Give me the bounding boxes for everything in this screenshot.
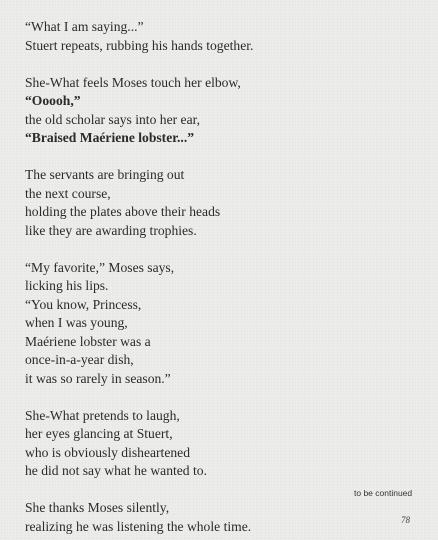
- page-number: 78: [401, 515, 410, 525]
- poem-line: the old scholar says into her ear,: [25, 111, 200, 127]
- poem-line: licking his lips.: [25, 278, 109, 293]
- stanza: [25, 166, 425, 240]
- poem-line: She-What feels Moses touch her elbow,: [25, 74, 241, 90]
- stanza-gap: [25, 148, 425, 167]
- poem-line: Maériene lobster was a: [25, 333, 151, 349]
- poem-line: “What I am saying...”: [25, 19, 144, 34]
- poem-line: The servants are bringing out: [25, 167, 185, 182]
- poem-line: when I was young,: [25, 315, 128, 330]
- stanza: [25, 499, 425, 536]
- stanza-gap: [25, 388, 425, 407]
- stanza: [25, 259, 425, 389]
- poem-line: “My favorite,” Moses says,: [25, 259, 175, 275]
- poem-line: “You know, Princess,: [25, 296, 142, 312]
- stanza: [25, 18, 425, 55]
- continuation-note: to be continued: [354, 488, 413, 498]
- poem-line: Stuert repeats, rubbing his hands together.: [25, 37, 254, 53]
- poem-line: “Braised Maériene lobster...”: [25, 130, 195, 145]
- stanza: [25, 74, 425, 148]
- poem-line: She-What pretends to laugh,: [25, 407, 180, 423]
- poem-line: her eyes glancing at Stuert,: [25, 426, 173, 441]
- poem-line: who is obviously disheartened: [25, 444, 190, 460]
- stanza-gap: [25, 240, 425, 259]
- poem-line: the next course,: [25, 185, 111, 201]
- poem-line: like they are awarding trophies.: [25, 222, 197, 238]
- poem-text: [25, 18, 425, 536]
- stanza-gap: [25, 55, 425, 74]
- stanza: [25, 407, 425, 481]
- poem-line: holding the plates above their heads: [25, 204, 221, 219]
- poem-line: once-in-a-year dish,: [25, 352, 134, 367]
- poem-line: he did not say what he wanted to.: [25, 463, 207, 478]
- poem-line: She thanks Moses silently,: [25, 500, 170, 515]
- poem-line: realizing he was listening the whole time.: [25, 518, 252, 534]
- poem-line: it was so rarely in season.”: [25, 370, 171, 386]
- poem-line: “Ooooh,”: [25, 93, 81, 108]
